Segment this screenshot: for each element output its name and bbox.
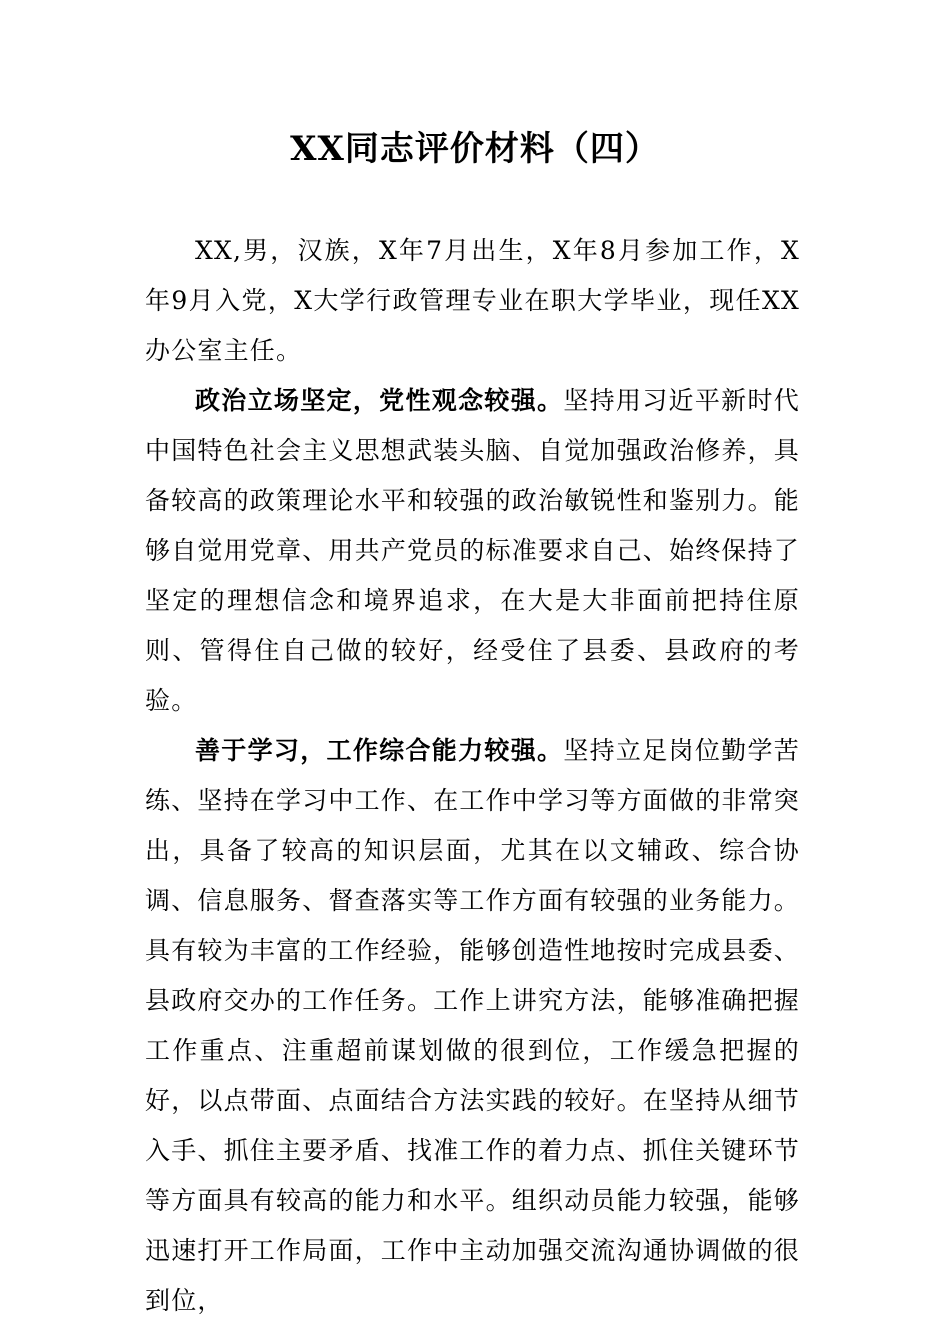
paragraph-text: 坚持用习近平新时代中国特色社会主义思想武装头脑、自觉加强政治修养，具备较高的政策理论水平和较强的政治敏锐性和鉴别力。能够自觉用党章、用共产党员的标准要求自己、始终保持了坚定的理想信念和境界追求，在大是大非面前把持住原则、管得住自己做的较好，经受住了县委、县政府的考验。 xyxy=(145,386,801,715)
document-title: XX同志评价材料（四） xyxy=(290,129,660,169)
paragraph-learning-ability xyxy=(145,726,800,1326)
paragraph-heading: 善于学习，工作综合能力较强。 xyxy=(195,736,564,765)
paragraph-heading: 政治立场坚定，党性观念较强。 xyxy=(195,386,564,415)
paragraph-text: 坚持立足岗位勤学苦练、坚持在学习中工作、在工作中学习等方面做的非常突出，具备了较高的知识层面，尤其在以文辅政、综合协调、信息服务、督查落实等工作方面有较强的业务能力。具有较为丰富的工作经验，能够创造性地按时完成县委、县政府交办的工作任务。工作上讲究方法，能够准确把握工作重点、注重超前谋划做的很到位，工作缓急把握的好，以点带面、点面结合方法实践的较好。在坚持从细节入手、抓住主要矛盾、找准工作的着力点、抓住关键环节等方面具有较高的能力和水平。组织动员能力较强，能够迅速打开工作局面，工作中主动加强交流沟通协调做的很到位， xyxy=(145,736,801,1315)
paragraph-text: XX,男，汉族，X年7月出生，X年8月参加工作，X年9月入党，X大学行政管理专业在职大学毕业，现任XX办公室主任。 xyxy=(145,236,800,365)
paragraph-political-stance xyxy=(145,376,800,726)
paragraph-profile xyxy=(145,226,800,376)
document-body xyxy=(145,226,800,1326)
